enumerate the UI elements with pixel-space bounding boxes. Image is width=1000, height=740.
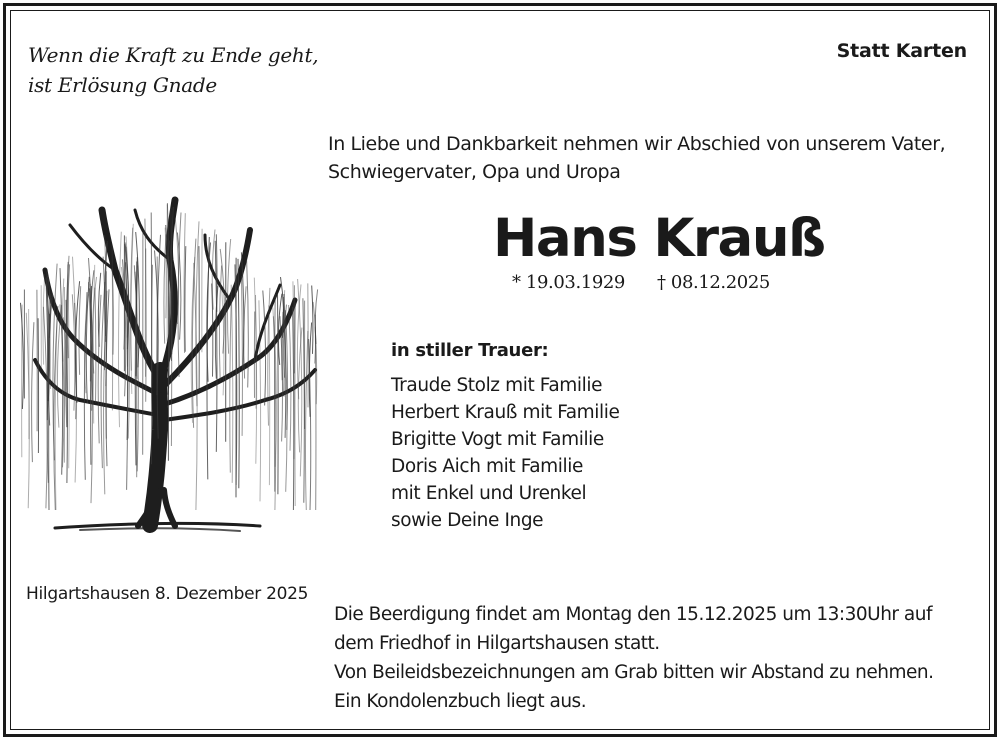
motto-line-2: ist Erlösung Gnade (28, 73, 217, 97)
deceased-name: Hans Krauß (493, 208, 825, 269)
place-and-date: Hilgartshausen 8. Dezember 2025 (26, 584, 309, 604)
motto (28, 40, 318, 100)
mourner-item: Brigitte Vogt mit Familie (391, 429, 604, 450)
death-date: † 08.12.2025 (656, 272, 770, 293)
intro-text (328, 130, 945, 186)
mourner-item: sowie Deine Inge (391, 510, 544, 531)
funeral-line: Die Beerdigung findet am Montag den 15.12.2025 um 13:30Uhr auf (334, 604, 932, 625)
funeral-line: Von Beileidsbezeichnungen am Grab bitten wir Abstand zu nehmen. (334, 662, 934, 683)
statt-karten-label: Statt Karten (836, 40, 967, 62)
intro-line-1: In Liebe und Dankbarkeit nehmen wir Abschied von unserem Vater, (328, 133, 946, 155)
birth-date: * 19.03.1929 (512, 272, 625, 293)
funeral-line: dem Friedhof in Hilgartshausen statt. (334, 633, 660, 654)
funeral-line: Ein Kondolenzbuch liegt aus. (334, 691, 587, 712)
life-dates (512, 272, 770, 293)
mourner-item: Traude Stolz mit Familie (391, 375, 603, 396)
mourning-heading: in stiller Trauer: (391, 340, 549, 361)
mourner-list (391, 372, 620, 534)
mourner-item: mit Enkel und Urenkel (391, 483, 587, 504)
weeping-willow-icon (10, 190, 328, 540)
mourner-item: Doris Aich mit Familie (391, 456, 583, 477)
funeral-info (334, 600, 933, 716)
mourner-item: Herbert Krauß mit Familie (391, 402, 620, 423)
motto-line-1: Wenn die Kraft zu Ende geht, (28, 43, 319, 67)
intro-line-2: Schwiegervater, Opa und Uropa (328, 161, 621, 183)
